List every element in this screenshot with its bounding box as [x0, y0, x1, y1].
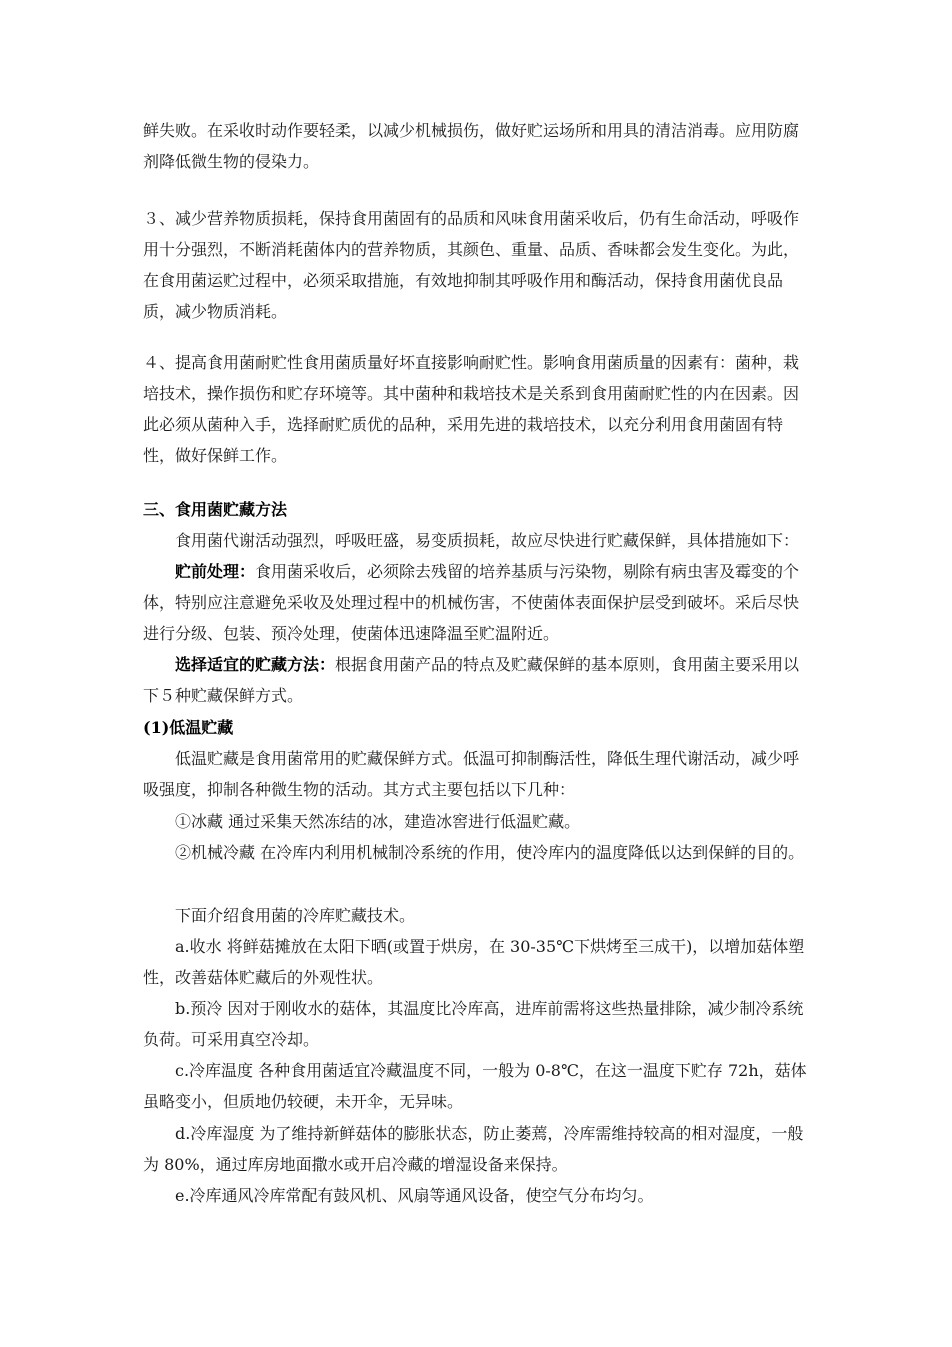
- cold-storage-intro: 下面介绍食用菌的冷库贮藏技术。: [175, 906, 416, 925]
- item-d: d.冷库湿度 为了维持新鲜菇体的膨胀状态，防止萎蔫，冷库需维持较高的相对湿度，一般为 80%，通过库房地面撒水或开启冷藏的增湿设备来保持。: [143, 1124, 804, 1174]
- pre-storage-paragraph: [143, 556, 807, 649]
- section-heading: 三、食用菌贮藏方法: [143, 500, 288, 519]
- select-method-label: 选择适宜的贮藏方法：: [175, 655, 336, 674]
- pre-storage-label: 贮前处理：: [175, 562, 256, 581]
- pre-storage-text: 食用菌采收后，必须除去残留的培养基质与污染物，剔除有病虫害及霉变的个体，特别应注意避免采收及处理过程中的机械伤害，不使菌体表面保护层受到破坏。采后尽快进行分级、包装、预冷处理，使菌体迅速降温至贮温附近。: [143, 562, 800, 643]
- item-a: a.收水 将鲜菇摊放在太阳下晒(或置于烘房，在 30-35℃下烘烤至三成干)，以增加菇体塑性，改善菇体贮藏后的外观性状。: [143, 937, 805, 987]
- ice-storage-item: ①冰藏 通过采集天然冻结的冰，建造冰窖进行低温贮藏。: [175, 812, 581, 831]
- paragraph-continued: 鲜失败。在采收时动作要轻柔，以减少机械损伤，做好贮运场所和用具的清洁消毒。应用防腐剂降低微生物的侵染力。: [143, 121, 800, 171]
- section-intro: 食用菌代谢活动强烈，呼吸旺盛，易变质损耗，故应尽快进行贮藏保鲜，具体措施如下：: [175, 531, 800, 550]
- low-temp-paragraph: 低温贮藏是食用菌常用的贮藏保鲜方式。低温可抑制酶活性，降低生理代谢活动，减少呼吸强度，抑制各种微生物的活动。其方式主要包括以下几种：: [143, 749, 800, 799]
- item-b: b.预冷 因对于刚收水的菇体，其温度比冷库高，进库前需将这些热量排除，减少制冷系统负荷。可采用真空冷却。: [143, 999, 804, 1049]
- paragraph-item-3: ３、减少营养物质损耗，保持食用菌固有的品质和风味食用菌采收后，仍有生命活动，呼吸作用十分强烈，不断消耗菌体内的营养物质，其颜色、重量、品质、香味都会发生变化。为此，在食用菌运贮过程中，必须采取措施，有效地抑制其呼吸作用和酶活动，保持食用菌优良品质，减少物质消耗。: [143, 209, 800, 321]
- paragraph-item-4: ４、提高食用菌耐贮性食用菌质量好坏直接影响耐贮性。影响食用菌质量的因素有：菌种，栽培技术，操作损伤和贮存环境等。其中菌种和栽培技术是关系到食用菌耐贮性的内在因素。因此必须从菌种入手，选择耐贮质优的品种，采用先进的栽培技术，以充分利用食用菌固有特性，做好保鲜工作。: [143, 353, 800, 465]
- item-e: e.冷库通风冷库常配有鼓风机、风扇等通风设备，使空气分布均匀。: [175, 1186, 654, 1205]
- item-c: c.冷库温度 各种食用菌适宜冷藏温度不同，一般为 0-8℃，在这一温度下贮存 72h，菇体虽略变小，但质地仍较硬，未开伞，无异味。: [143, 1061, 807, 1111]
- select-method-text: 根据食用菌产品的特点及贮藏保鲜的基本原则，食用菌主要采用以下５种贮藏保鲜方式。: [143, 655, 800, 705]
- mechanical-cold-item: ②机械冷藏 在冷库内利用机械制冷系统的作用，使冷库内的温度降低以达到保鲜的目的。: [175, 843, 805, 862]
- subheading-low-temp: (1)低温贮藏: [143, 718, 234, 737]
- select-method-paragraph: [143, 649, 807, 711]
